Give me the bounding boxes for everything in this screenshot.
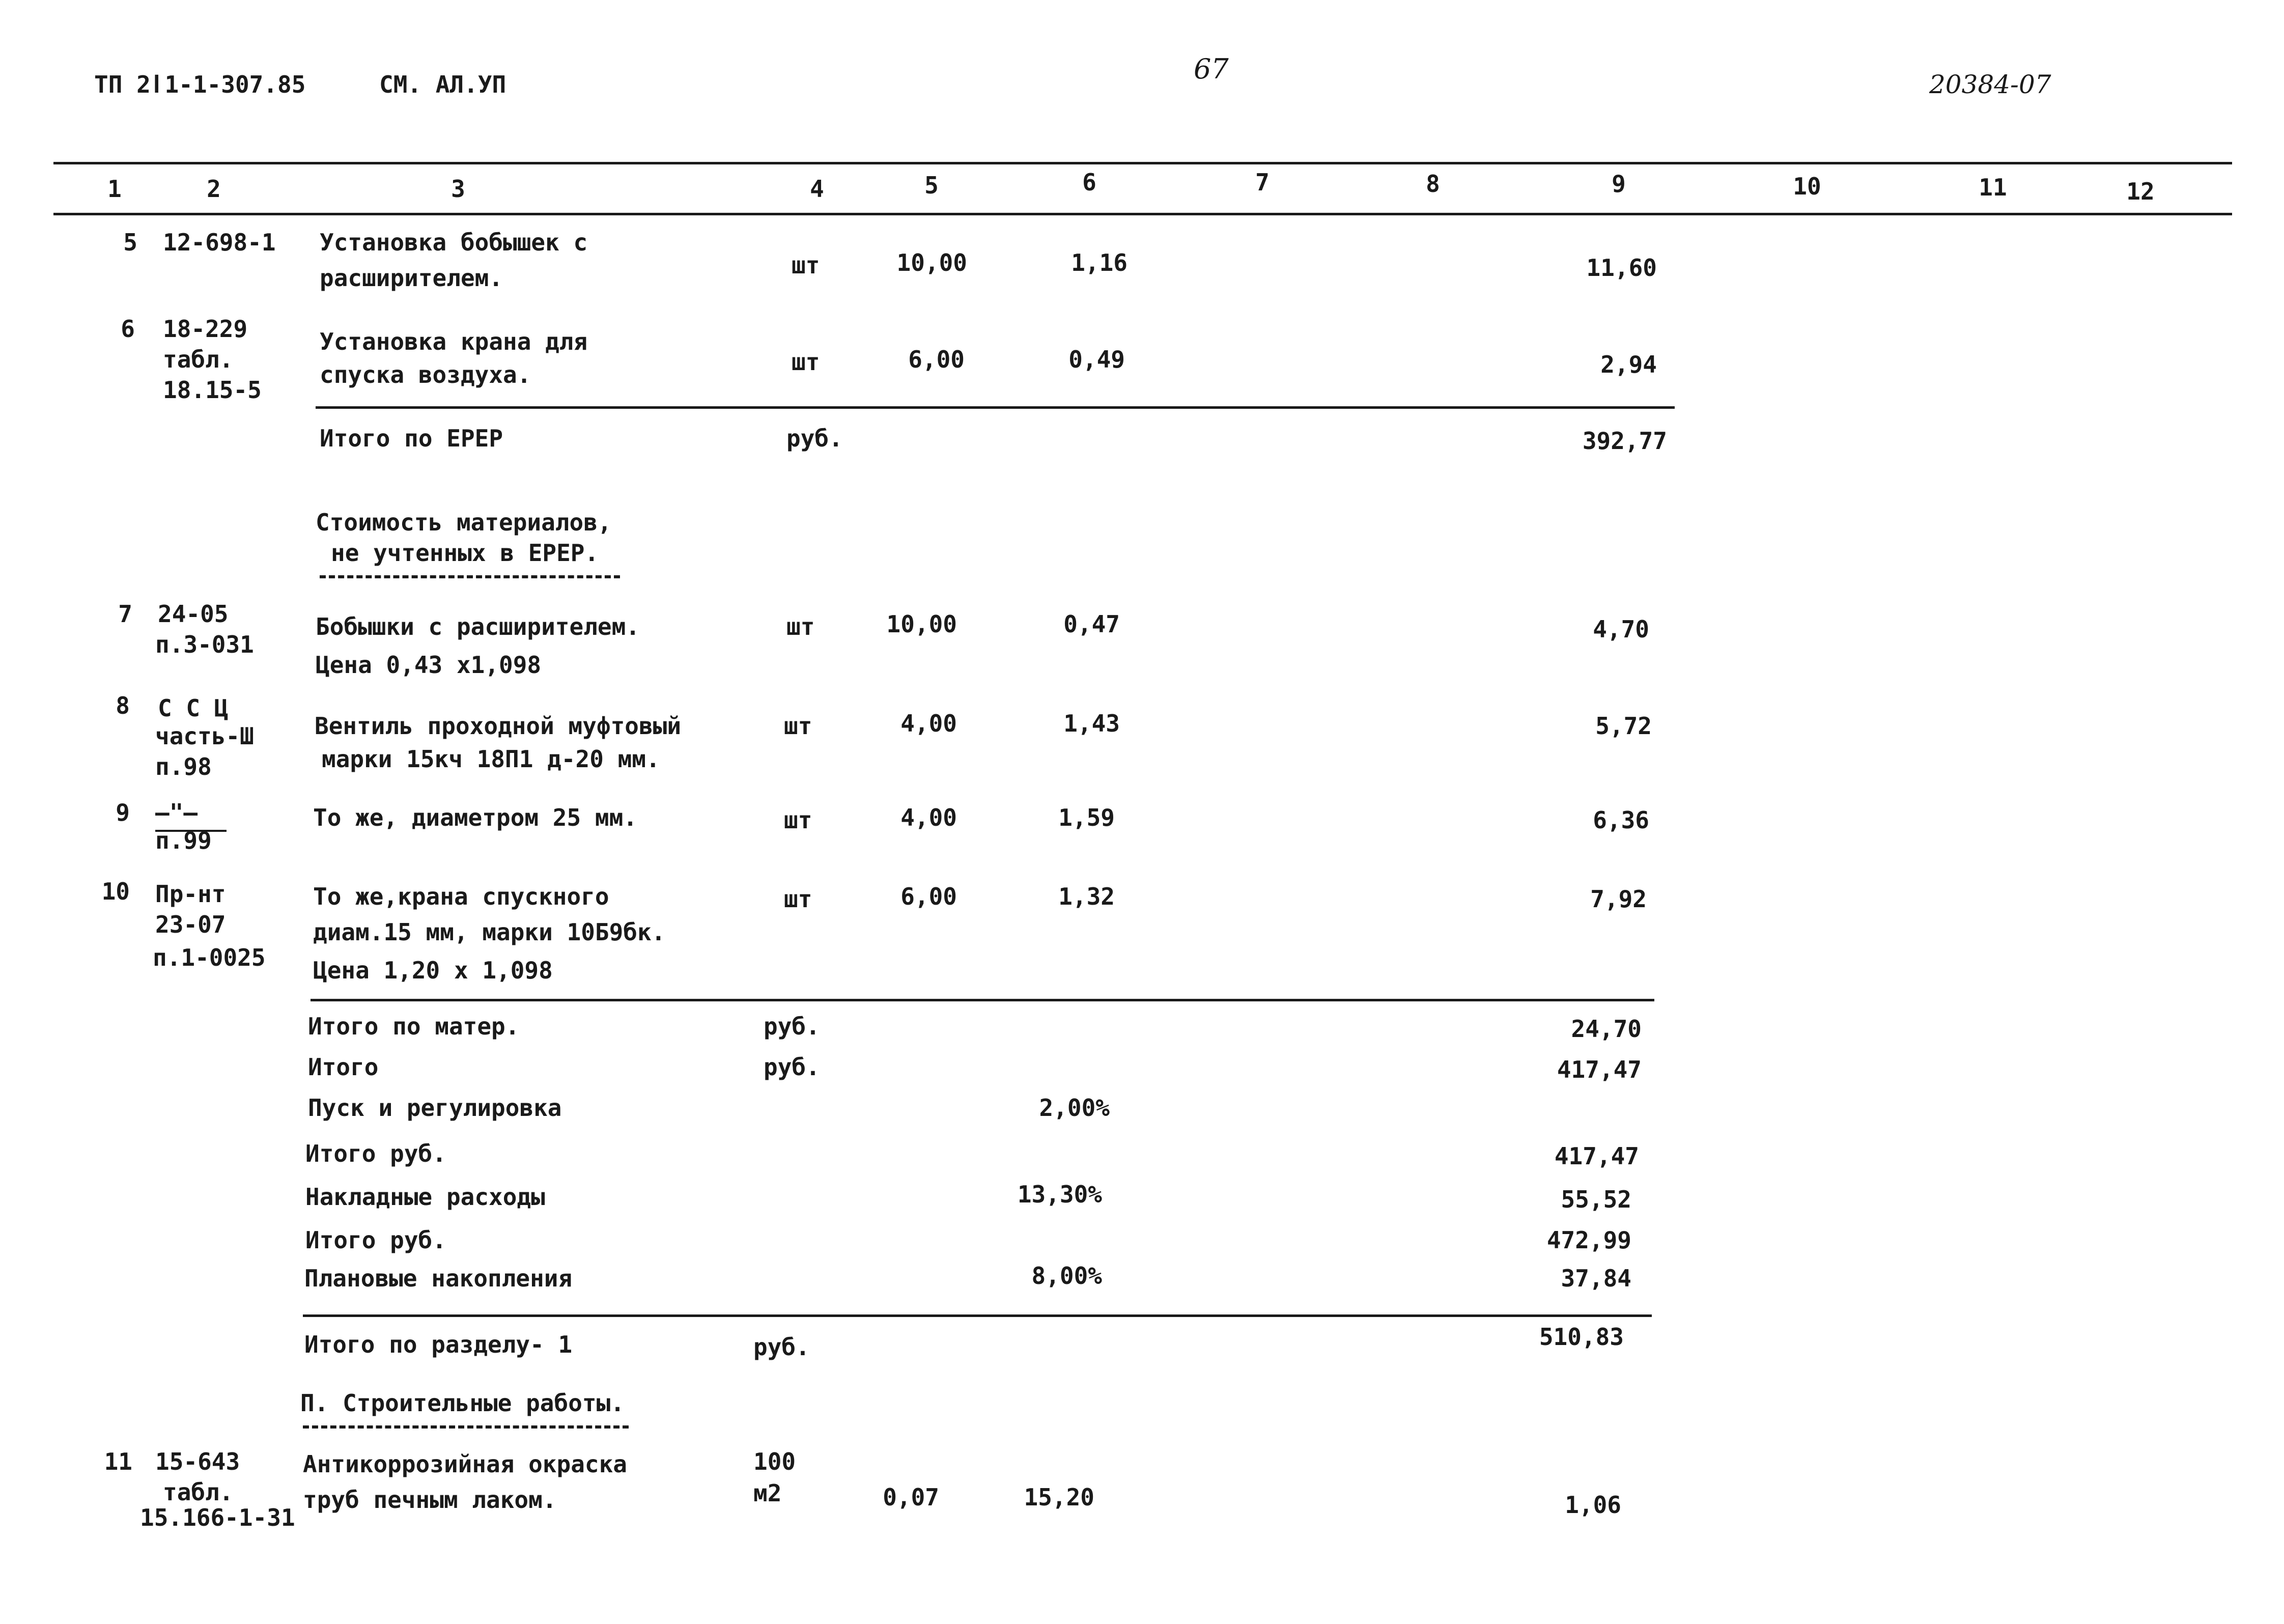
row-total: 11,60	[1586, 254, 1657, 282]
ererp-total-value: 392,77	[1582, 427, 1667, 455]
row-unit-price: 0,47	[1063, 610, 1120, 638]
column-number: 4	[810, 175, 824, 203]
row-number: 10	[101, 878, 130, 905]
column-number: 8	[1426, 170, 1440, 198]
section-total-unit: руб.	[753, 1333, 810, 1361]
row-unit-price: 0,49	[1068, 346, 1125, 373]
row-code: табл.	[163, 346, 234, 373]
section-total-value: 510,83	[1539, 1323, 1624, 1351]
row-unit: шт	[792, 251, 820, 279]
row-code: С С Ц	[158, 694, 229, 722]
row-unit: шт	[786, 613, 815, 640]
materials-rule	[311, 999, 1654, 1001]
row-description: диам.15 мм, марки 10Б9бк.	[313, 918, 666, 946]
row-code: п.3-031	[155, 631, 254, 658]
row-code: —"—	[155, 799, 198, 826]
column-number: 7	[1255, 169, 1270, 196]
row-description: расширителем.	[320, 264, 503, 292]
row-code: 23-07	[155, 911, 226, 938]
row-number: 11	[104, 1448, 132, 1475]
summary-value: 37,84	[1561, 1265, 1631, 1292]
column-number: 12	[2126, 178, 2155, 205]
summary-value: 417,47	[1554, 1142, 1639, 1170]
row-quantity: 0,07	[883, 1483, 939, 1511]
section-2-heading: П. Строительные работы.	[300, 1389, 625, 1417]
column-number: 5	[924, 172, 939, 199]
summary-label: Итого	[308, 1053, 379, 1081]
row-quantity: 4,00	[900, 804, 957, 831]
row-code: п.1-0025	[153, 944, 266, 971]
summary-label: Итого руб.	[305, 1226, 446, 1254]
row-code: табл.	[163, 1478, 234, 1506]
row-unit: шт	[784, 806, 812, 834]
row-unit: шт	[784, 885, 812, 913]
row-code: 24-05	[158, 600, 229, 628]
summary-label: Плановые накопления	[304, 1265, 573, 1292]
page-number: 67	[1194, 53, 1229, 85]
summary-label: Итого по матер.	[308, 1013, 520, 1040]
summary-value: 417,47	[1557, 1056, 1642, 1083]
row-description: спуска воздуха.	[320, 361, 531, 388]
materials-heading: Стоимость материалов,	[316, 509, 612, 536]
row-code: часть-Ш	[155, 722, 254, 750]
section-2-underline	[303, 1425, 629, 1429]
row-description: То же, диаметром 25 мм.	[313, 804, 637, 831]
column-number: 10	[1793, 173, 1821, 200]
summary-unit: руб.	[764, 1013, 820, 1040]
row-code: 12-698-1	[163, 229, 276, 256]
row-number: 8	[116, 692, 130, 719]
column-number: 11	[1979, 174, 2007, 201]
column-number: 1	[107, 175, 122, 203]
summary-label: Итого руб.	[305, 1140, 446, 1167]
row-number: 6	[121, 315, 135, 343]
row-description: Установка крана для	[320, 328, 588, 355]
row-quantity: 6,00	[900, 883, 957, 910]
row-description: Цена 0,43 x1,098	[316, 651, 542, 679]
row-code: 15.166-1-31	[140, 1504, 295, 1531]
header-bottom-rule	[53, 213, 2232, 215]
row-description: Установка бобышек с	[320, 229, 588, 256]
row-unit: 100 м2	[753, 1448, 796, 1507]
row-total: 7,92	[1590, 885, 1647, 913]
row-unit-price: 1,16	[1071, 249, 1127, 276]
ererp-rule	[316, 406, 1675, 409]
summary-unit: руб.	[764, 1053, 820, 1081]
sheet-reference: СМ. АЛ.УП	[379, 71, 506, 98]
column-number: 9	[1612, 170, 1626, 198]
row-number: 5	[123, 229, 137, 256]
row-quantity: 10,00	[886, 610, 957, 638]
row-description: труб печным лаком.	[303, 1486, 557, 1514]
row-unit-price: 1,43	[1063, 710, 1120, 737]
row-description: Цена 1,20 x 1,098	[313, 957, 553, 984]
summary-percent: 8,00%	[1031, 1262, 1102, 1290]
row-total: 4,70	[1593, 615, 1649, 643]
row-code: 15-643	[155, 1448, 240, 1475]
row-description: Вентиль проходной муфтовый	[315, 712, 682, 740]
row-code: п.98	[155, 753, 212, 780]
materials-heading: не учтенных в ЕРЕР.	[331, 539, 599, 567]
row-unit-price: 1,59	[1058, 804, 1115, 831]
row-code: Пр-нт	[155, 880, 226, 908]
column-number: 3	[451, 175, 465, 203]
summary-percent: 13,30%	[1017, 1181, 1102, 1208]
row-code: 18-229	[163, 315, 248, 343]
row-total: 6,36	[1593, 806, 1649, 834]
column-number: 2	[207, 175, 221, 203]
row-total: 1,06	[1565, 1491, 1621, 1519]
section-total-label: Итого по разделу- 1	[304, 1331, 573, 1358]
row-code: п.99	[155, 827, 212, 854]
ererp-total-unit: руб.	[786, 425, 843, 452]
row-unit: шт	[784, 712, 812, 740]
summary-value: 55,52	[1561, 1186, 1631, 1213]
row-unit-price: 15,20	[1024, 1483, 1094, 1511]
summary-value: 24,70	[1571, 1015, 1642, 1043]
row-unit: шт	[792, 348, 820, 376]
row-description: То же,крана спускного	[313, 883, 609, 910]
row-quantity: 4,00	[900, 710, 957, 737]
document-number: 20384-07	[1929, 70, 2051, 99]
row-quantity: 6,00	[908, 346, 965, 373]
row-description: Антикоррозийная окраска	[303, 1450, 627, 1478]
header-top-rule	[53, 162, 2232, 164]
row-total: 5,72	[1595, 712, 1652, 740]
row-total: 2,94	[1600, 351, 1657, 378]
materials-heading-underline	[320, 575, 620, 578]
row-description: марки 15кч 18П1 д-20 мм.	[322, 745, 660, 773]
row-quantity: 10,00	[896, 249, 967, 276]
row-code: 18.15-5	[163, 376, 262, 404]
row-number: 7	[118, 600, 132, 628]
row-description: Бобышки с расширителем.	[316, 613, 640, 640]
summary-percent: 2,00%	[1039, 1094, 1110, 1122]
summary-value: 472,99	[1546, 1226, 1631, 1254]
column-number: 6	[1082, 169, 1096, 196]
section-total-rule	[303, 1314, 1652, 1317]
row-number: 9	[116, 799, 130, 826]
ererp-total-label: Итого по ЕРЕР	[320, 425, 503, 452]
summary-label: Пуск и регулировка	[308, 1094, 562, 1122]
row-unit-price: 1,32	[1058, 883, 1115, 910]
summary-label: Накладные расходы	[305, 1183, 545, 1211]
document-code: ТП 2ӏ1-1-307.85	[94, 71, 306, 98]
